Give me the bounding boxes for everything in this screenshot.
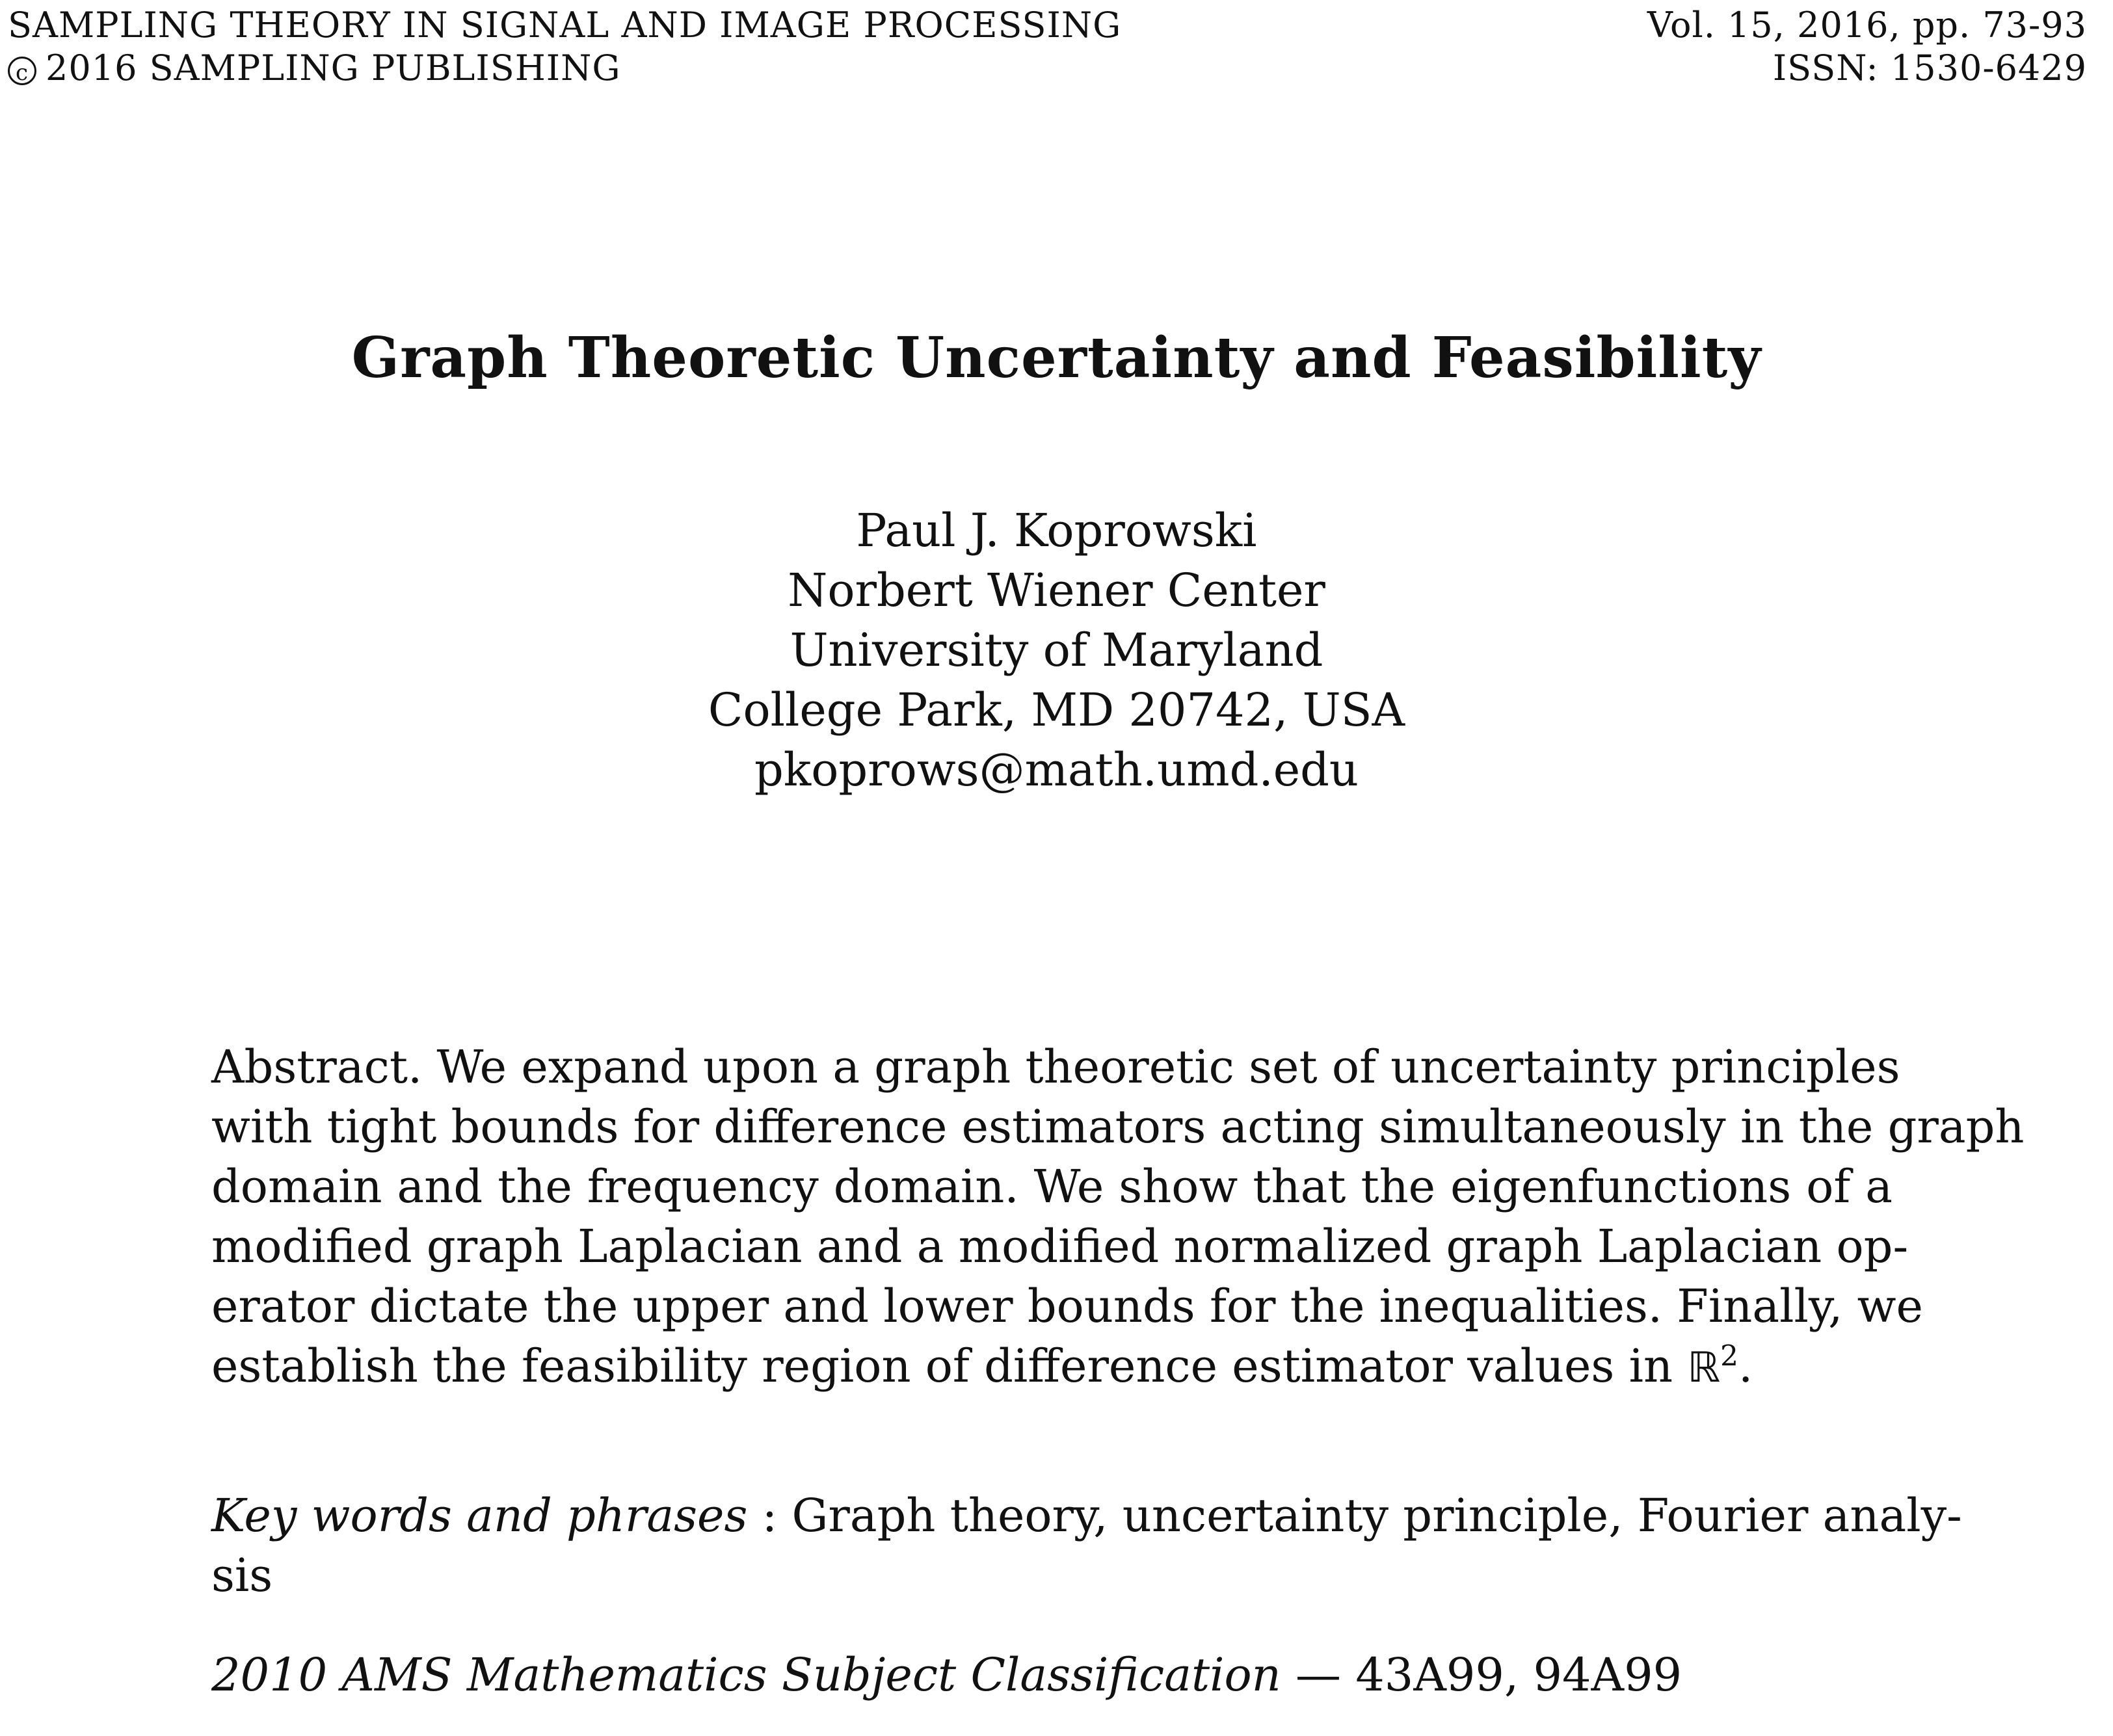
ams-separator: —	[1281, 1648, 1356, 1702]
keywords-text: Graph theory, uncertainty principle, Fourier analy-	[791, 1489, 1962, 1542]
keywords-line	[211, 1486, 1962, 1545]
ams-classification	[211, 1645, 1682, 1705]
abstract-last-text: establish the feasibility region of difference estimator values in	[211, 1339, 1688, 1393]
abstract-last-line	[211, 1336, 1893, 1398]
abstract-period: .	[1738, 1339, 1753, 1393]
copyright-icon: c	[8, 57, 36, 85]
author-affiliation-university: University of Maryland	[790, 624, 1323, 677]
ams-label: 2010 AMS Mathematics Subject Classification	[211, 1648, 1281, 1702]
author-affiliation-center: Norbert Wiener Center	[788, 564, 1325, 617]
volume-info: Vol. 15, 2016, pp. 73-93	[1647, 5, 2087, 46]
author-block	[0, 501, 2113, 800]
running-header-left	[8, 4, 1121, 90]
abstract-line: domain and the frequency domain. We show that the eigenfunctions of a	[211, 1160, 1893, 1213]
paper-title: Graph Theoretic Uncertainty and Feasibility	[351, 325, 1762, 391]
abstract-line: with tight bounds for difference estimators acting simultaneously in the graph	[211, 1100, 2025, 1153]
exponent: 2	[1720, 1339, 1739, 1373]
author-email: pkoprows@math.umd.edu	[754, 743, 1359, 796]
journal-name: SAMPLING THEORY IN SIGNAL AND IMAGE PROCESSING	[8, 5, 1122, 46]
author-address: College Park, MD 20742, USA	[708, 683, 1405, 737]
copyright-line	[8, 47, 1121, 90]
keywords	[211, 1486, 1962, 1605]
real-numbers-symbol: ℝ	[1687, 1344, 1721, 1392]
ams-codes: 43A99, 94A99	[1355, 1648, 1682, 1702]
abstract	[211, 1037, 2025, 1398]
keywords-label: Key words and phrases	[211, 1489, 748, 1542]
publisher: 2016 SAMPLING PUBLISHING	[46, 47, 621, 88]
running-header-right	[1647, 4, 2087, 90]
keywords-separator: :	[747, 1489, 792, 1542]
keywords-line-2: sis	[211, 1549, 273, 1602]
author-name: Paul J. Koprowski	[856, 504, 1257, 557]
abstract-line: modified graph Laplacian and a modified normalized graph Laplacian op-	[211, 1220, 1909, 1273]
issn: ISSN: 1530-6429	[1772, 47, 2087, 88]
abstract-line: erator dictate the upper and lower bounds for the inequalities. Finally, we	[211, 1280, 1923, 1333]
abstract-line: Abstract. We expand upon a graph theoretic set of uncertainty principles	[211, 1040, 1900, 1094]
